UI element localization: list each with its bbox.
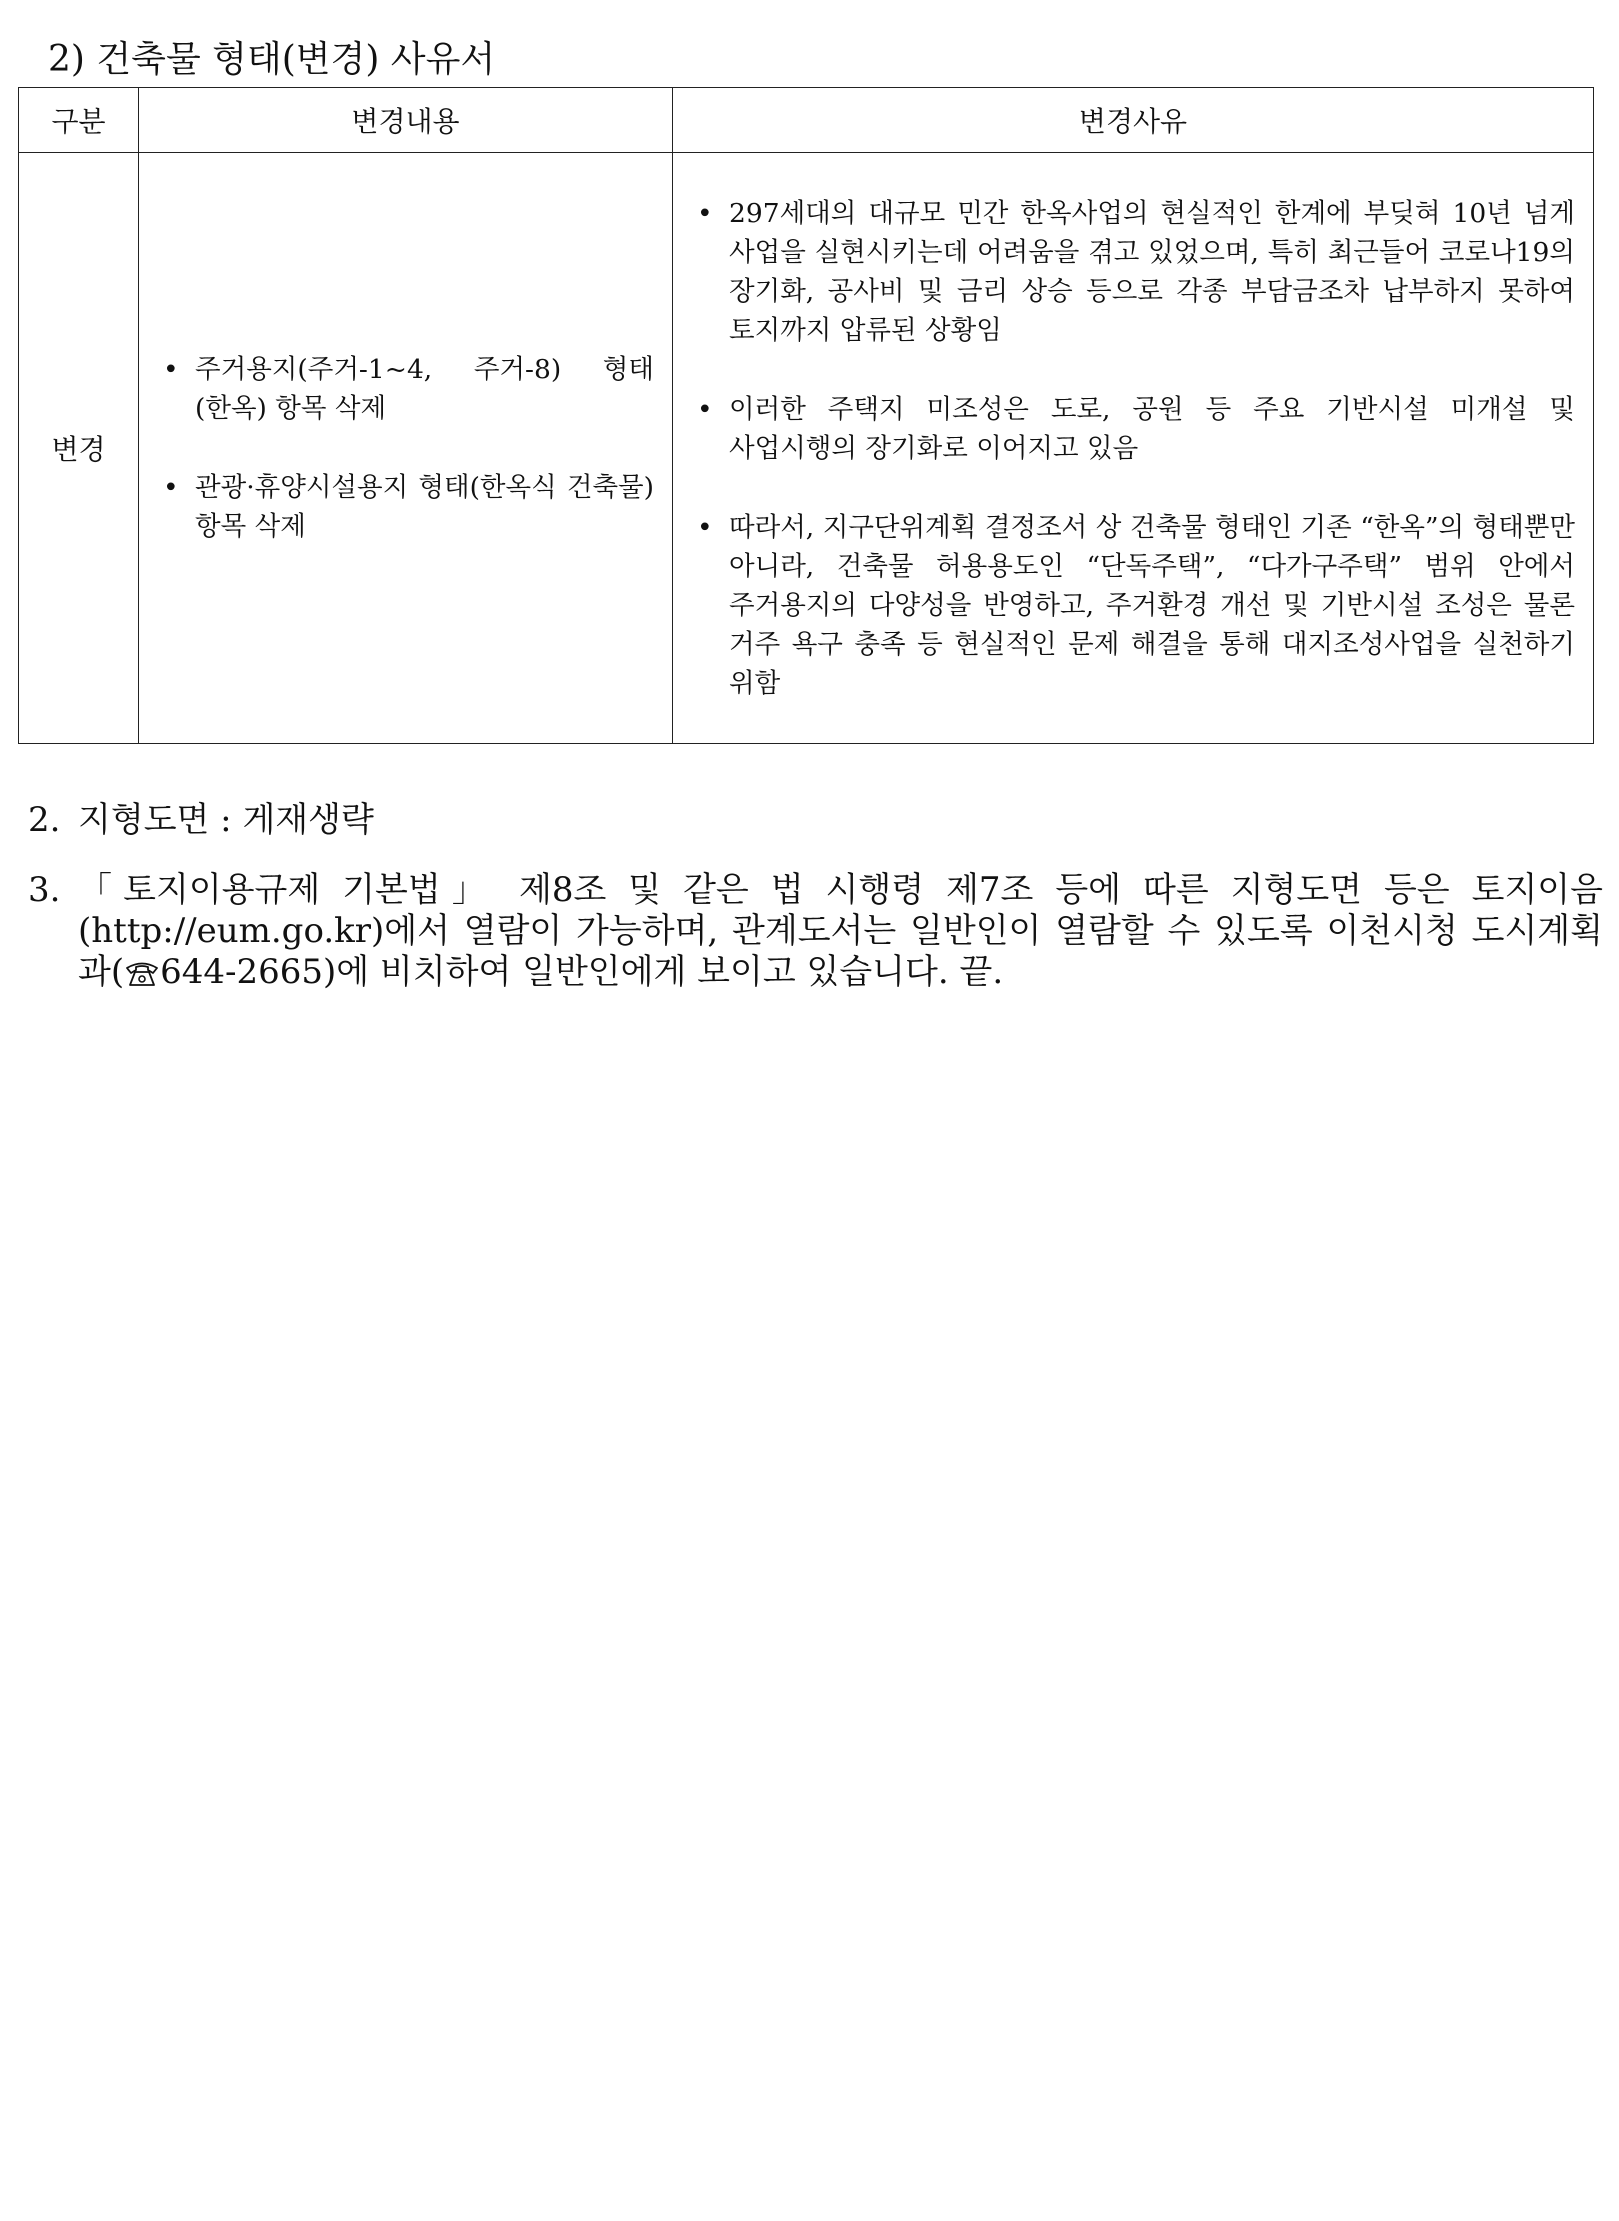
header-category: 구분 (19, 88, 139, 153)
bullet-icon: • (163, 354, 179, 385)
list-item (693, 194, 1575, 350)
header-change-content: 변경내용 (139, 88, 673, 153)
list-item-text: 따라서, 지구단위계획 결정조서 상 건축물 형태인 기존 “한옥”의 형태뿐만 아니라, 건축물 허용용도인 “단독주택”, “다가구주택” 범위 안에서 주거용지의 다양성을 반영하고, 주거환경 개선 및 기반시설 조성은 물론 거주 욕구 충족 등 현실적인 문제 해결을 통해 대지조성사업을 실천하기 위함 (729, 511, 1575, 699)
telephone-icon (124, 958, 160, 988)
header-change-reason: 변경사유 (673, 88, 1594, 153)
item-2-number: 2. (28, 800, 61, 840)
table-header-row (19, 88, 1594, 153)
section-heading: 2) 건축물 형태(변경) 사유서 (48, 39, 496, 80)
list-item (693, 508, 1575, 703)
item-2-text: 지형도면 : 게재생략 (78, 800, 374, 840)
change-content-list (159, 350, 654, 546)
bullet-icon: • (697, 197, 713, 229)
category-cell: 변경 (19, 153, 139, 744)
change-reason-list (693, 194, 1575, 703)
table-row (19, 153, 1594, 744)
change-reason-cell (673, 153, 1594, 744)
item-3-number: 3. (28, 870, 61, 910)
item-3-text-start: 「토지이용규제 기본법」 제8조 및 같은 법 시행령 제7조 등에 따른 지형도면 등은 토지이음(http://eum.go.kr)에서 열람이 가능하며, 관계도서는 일반인이 열람할 수 있도록 이천시청 도시계획과( (78, 870, 1603, 992)
list-item-text: 관광·휴양시설용지 형태(한옥식 건축물) 항목 삭제 (195, 472, 654, 542)
bullet-icon: • (697, 393, 713, 425)
list-item-text: 이러한 주택지 미조성은 도로, 공원 등 주요 기반시설 미개설 및 사업시행의 장기화로 이어지고 있음 (729, 393, 1575, 464)
list-item-text: 주거용지(주거-1~4, 주거-8) 형태(한옥) 항목 삭제 (195, 354, 654, 424)
list-item (159, 350, 654, 428)
item-3-text-end: 644-2665)에 비치하여 일반인에게 보이고 있습니다. 끝. (160, 952, 1004, 992)
bullet-icon: • (697, 511, 713, 543)
change-reason-table (18, 87, 1594, 744)
item-3-paragraph (28, 870, 1603, 993)
bullet-icon: • (163, 472, 179, 503)
change-content-cell (139, 153, 673, 744)
item-2-paragraph (28, 800, 1603, 841)
list-item-text: 297세대의 대규모 민간 한옥사업의 현실적인 한계에 부딪혀 10년 넘게 사업을 실현시키는데 어려움을 겪고 있었으며, 특히 최근들어 코로나19의 장기화, 공사비 및 금리 상승 등으로 각종 부담금조차 납부하지 못하여 토지까지 압류된 상황임 (729, 197, 1575, 346)
list-item (693, 390, 1575, 468)
list-item (159, 468, 654, 546)
